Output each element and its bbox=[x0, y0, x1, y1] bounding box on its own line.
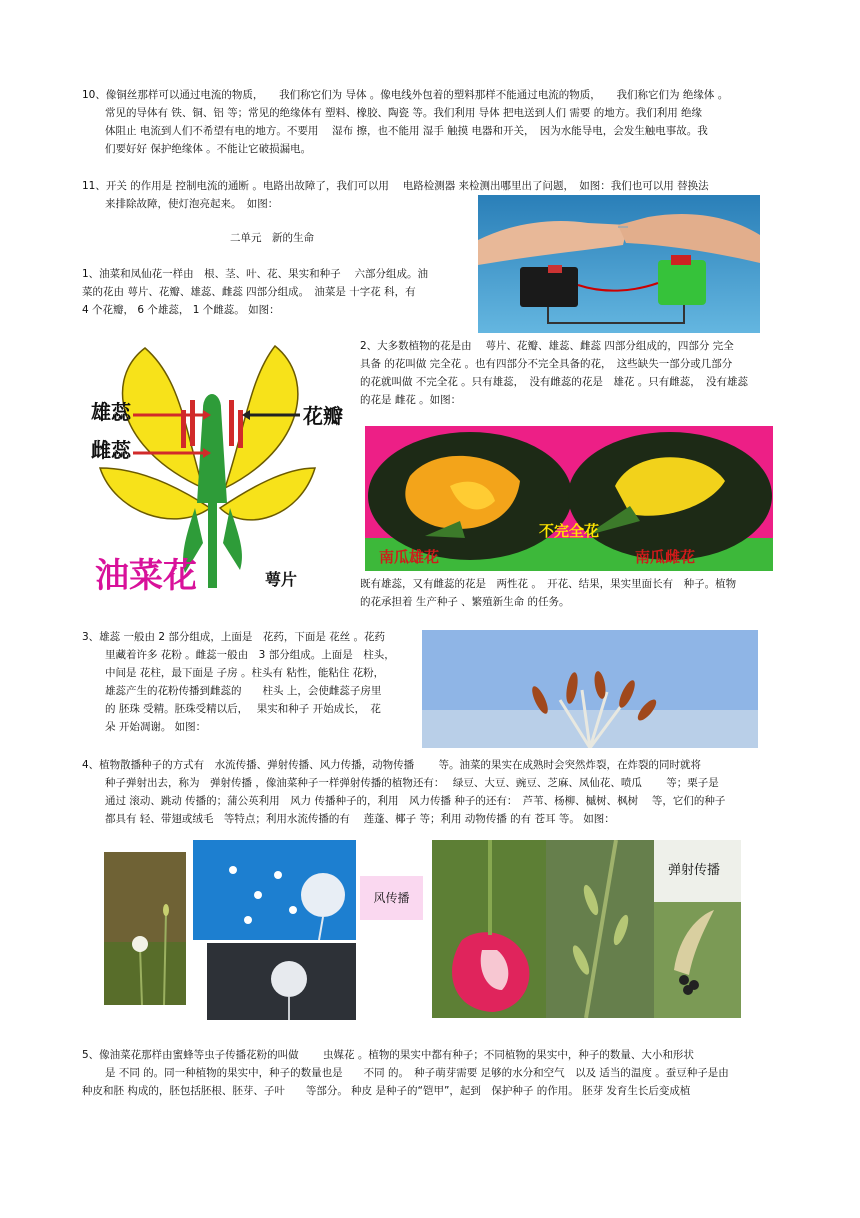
u2q5-line3: 种皮和胚 构成的，胚包括胚根、胚芽、子叶 等部分。 种皮 是种子的“铠甲”，起到 保护种子 的作用。 胚芽 发育生长后变成植 bbox=[82, 1085, 691, 1097]
u2q4-line2: 种子弹射出去，称为 弹射传播 ，像油菜种子一样弹射传播的植物还有： 绿豆、大豆、豌豆、芝麻、凤仙花、喷瓜 等；栗子是 bbox=[105, 777, 719, 789]
u2q5-line1: 5、像油菜花那样由蜜蜂等虫子传播花粉的叫做 虫媒花 。植物的果实中都有种子；不同植物的果实中，种子的数量、大小和形状 bbox=[82, 1049, 694, 1061]
u2q1-line1: 1、油菜和凤仙花一样由 根、茎、叶、花、果实和种子 六部分组成。油 bbox=[82, 268, 429, 280]
pumpkin-label-center: 不完全花 bbox=[538, 522, 599, 540]
impatiens-pods-photo bbox=[546, 840, 654, 1018]
label-petal: 花瓣 bbox=[303, 404, 343, 428]
u2q3-line6: 朵 开始凋谢。 如图： bbox=[105, 721, 207, 733]
label-stamen: 雄蕊 bbox=[91, 400, 131, 424]
pumpkin-label-male: 南瓜雄花 bbox=[379, 548, 440, 566]
q10-line3: 体阻止 电流到人们不希望有电的地方。不要用 湿布 擦，也不能用 湿手 触摸 电器和开关， 因为水能导电，会发生触电事故。我 bbox=[105, 125, 708, 137]
u2q1-line3: 4 个花瓣， 6 个雄蕊， 1 个雌蕊。 如图： bbox=[82, 304, 280, 316]
dandelion-field-photo bbox=[104, 852, 186, 1005]
label-sepal: 萼片 bbox=[265, 570, 298, 589]
u2q2-line2: 具备 的花叫做 完全花 。也有四部分不完全具备的花， 这些缺失一部分或几部分 bbox=[360, 358, 733, 370]
u2q4-line4: 都具有 轻、带翅或绒毛 等特点；利用水流传播的有 莲蓬、椰子 等；利用 动物传播 的有 苍耳 等。 如图： bbox=[105, 813, 615, 825]
q10-line1: 10、像铜丝那样可以通过电流的物质， 我们称它们为 导体 。像电线外包着的塑料那样不能通过电流的物质， 我们称它们为 绝缘体 。 bbox=[82, 89, 729, 101]
q11-line2: 来排除故障，使灯泡亮起来。 如图： bbox=[105, 198, 279, 210]
pumpkin-flowers-photo bbox=[365, 426, 773, 571]
u2q3-line2: 里藏着许多 花粉 。雌蕊一般由 3 部分组成。上面是 柱头， bbox=[105, 649, 395, 661]
u2q2-line1: 2、大多数植物的花是由 萼片、花瓣、雄蕊、雌蕊 四部分组成的，四部分 完全 bbox=[360, 340, 734, 352]
q10-line4: 们要好好 保护绝缘体 。不能让它破损漏电。 bbox=[105, 143, 312, 155]
flower-title: 油菜花 bbox=[95, 556, 197, 596]
u2q4-line3: 通过 滚动、跳动 传播的；蒲公英利用 风力 传播种子的，利用 风力传播 种子的还有： 芦苇、杨柳、槭树、枫树 等，它们的种子 bbox=[105, 795, 726, 807]
ejection-pod-photo bbox=[654, 840, 741, 1018]
q10-line2: 常见的导体有 铁、铜、铝 等；常见的绝缘体有 塑料、橡胶、陶瓷 等。我们利用 导体 把电送到人们 需要 的地方。我们利用 绝缘 bbox=[105, 107, 703, 119]
u2q2-line4: 的花是 雌花 。如图： bbox=[360, 394, 462, 406]
u2q2b-line2: 的花承担着 生产种子 、繁殖新生命 的任务。 bbox=[360, 596, 570, 608]
dandelion-puff-dark-photo bbox=[207, 943, 356, 1020]
wind-dispersal-label-box bbox=[360, 876, 423, 920]
q11-line1: 11、开关 的作用是 控制电流的通断 。电路出故障了，我们可以用 电路检测器 来检测出哪里出了问题， 如图：我们也可以用 替换法 bbox=[82, 180, 709, 192]
impatiens-flower-photo bbox=[432, 840, 550, 1018]
ejection-dispersal-label: 弹射传播 bbox=[668, 863, 721, 878]
wind-dispersal-label: 风传播 bbox=[373, 891, 410, 905]
u2q3-line1: 3、雄蕊 一般由 2 部分组成，上面是 花药，下面是 花丝 。花药 bbox=[82, 631, 386, 643]
u2q2-line3: 的花就叫做 不完全花 。只有雄蕊， 没有雌蕊的花是 雄花 。只有雌蕊， 没有雄蕊 bbox=[360, 376, 749, 388]
circuit-tester-photo bbox=[478, 195, 760, 333]
u2q5-line2: 是 不同 的。同一种植物的果实中，种子的数量也是 不同 的。 种子萌芽需要 足够的水分和空气 以及 适当的温度 。蚕豆种子是由 bbox=[105, 1067, 729, 1079]
u2q3-line4: 雄蕊产生的花粉传播到雌蕊的 柱头 上，会使雌蕊子房里 bbox=[105, 685, 382, 697]
label-pistil: 雌蕊 bbox=[91, 438, 131, 462]
u2q3-line5: 的 胚珠 受精。胚珠受精以后， 果实和种子 开始成长， 花 bbox=[105, 703, 381, 715]
dandelion-seeds-sky-photo bbox=[193, 840, 356, 940]
u2q4-line1: 4、植物散播种子的方式有 水流传播、弹射传播、风力传播，动物传播 等。油菜的果实在成熟时会突然炸裂，在炸裂的同时就将 bbox=[82, 759, 702, 771]
stamen-pistil-photo bbox=[422, 630, 758, 748]
u2q1-line2: 菜的花由 萼片、花瓣、雄蕊、雌蕊 四部分组成。 油菜是 十字花 科，有 bbox=[82, 286, 416, 298]
u2q2b-line1: 既有雄蕊，又有雌蕊的花是 两性花 。 开花、结果，果实里面长有 种子。植物 bbox=[360, 578, 737, 590]
u2q3-line3: 中间是 花柱，最下面是 子房 。柱头有 粘性，能粘住 花粉， bbox=[105, 667, 385, 679]
unit-title: 二单元 新的生命 bbox=[230, 232, 314, 244]
pumpkin-label-female: 南瓜雌花 bbox=[635, 548, 696, 566]
rapeseed-flower-diagram bbox=[85, 338, 350, 613]
